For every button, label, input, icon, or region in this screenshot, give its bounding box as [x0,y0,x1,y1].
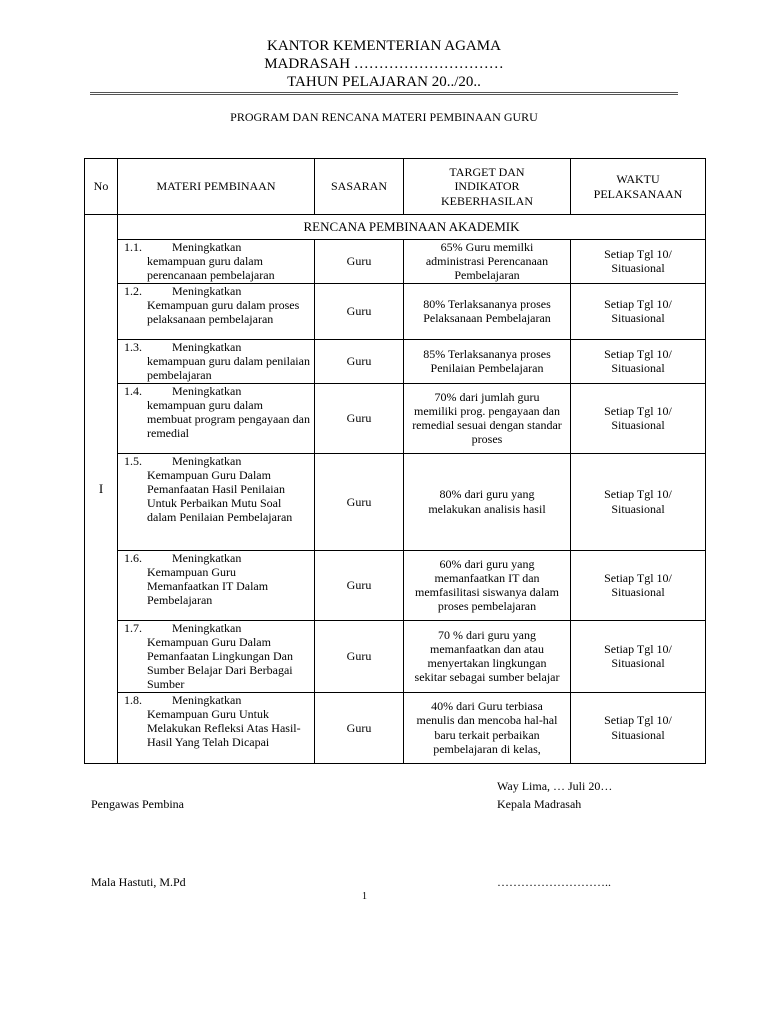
materi-text: kemampuan guru dalam perencanaan pembelajaran [147,254,275,283]
waktu-cell: Setiap Tgl 10/ Situasional [571,240,706,284]
header-line-office: KANTOR KEMENTERIAN AGAMA [267,38,501,54]
target-cell: 70 % dari guru yang memanfaatkan dan atau menyertakan lingkungan sekitar sebagai sumber belajar [404,620,571,692]
sasaran-cell: Guru [315,692,404,763]
materi-number: 1.6. [124,550,142,565]
materi-cell [118,240,315,284]
materi-cell [118,339,315,383]
materi-text: Kemampuan Guru Untuk Melakukan Refleksi Atas Hasil-Hasil Yang Telah Dicapai [147,706,301,750]
header-sasaran: SASARAN [315,159,404,215]
waktu-cell: Setiap Tgl 10/ Situasional [571,620,706,692]
materi-text: Kemampuan guru dalam proses pelaksanaan pembelajaran [147,297,300,327]
materi-heading [124,454,310,468]
sasaran-cell: Guru [315,383,404,453]
materi-first-word: Meningkatkan [172,550,242,565]
header-target: TARGET DAN INDIKATOR KEBERHASILAN [404,159,571,215]
target-cell: 80% Terlaksananya proses Pelaksanaan Pembelajaran [404,283,571,339]
materi-number: 1.8. [124,692,142,707]
materi-heading [124,284,310,298]
materi-number: 1.1. [124,240,142,254]
target-cell: 70% dari jumlah guru memiliki prog. pengayaan dan remedial sesuai dengan standar proses [404,383,571,453]
target-cell: 65% Guru memilki administrasi Perencanaan Pembelajaran [404,240,571,284]
target-cell: 40% dari Guru terbiasa menulis dan mencoba hal-hal baru terkait perbaikan pembelajaran di kelas, [404,692,571,763]
materi-cell [118,550,315,620]
materi-first-word: Meningkatkan [172,453,242,468]
target-cell: 85% Terlaksananya proses Penilaian Pembelajaran [404,339,571,383]
sasaran-cell: Guru [315,283,404,339]
header-no: No [85,159,118,215]
target-cell: 80% dari guru yang melakukan analisis hasil [404,453,571,550]
materi-heading [124,384,310,398]
materi-heading [124,240,310,254]
materi-number: 1.5. [124,453,142,468]
table-row [85,453,706,550]
materi-first-word: Meningkatkan [172,692,242,707]
section-title: RENCANA PEMBINAAN AKADEMIK [118,215,706,240]
header-line-madrasah: MADRASAH ………………………… [264,56,504,72]
sasaran-cell: Guru [315,453,404,550]
table-row [85,620,706,692]
supervisor-name: Mala Hastuti, M.Pd [91,875,186,889]
materi-number: 1.2. [124,283,142,298]
table-header-row [85,159,706,215]
materi-text: Kemampuan Guru Dalam Pemanfaatan Hasil Penilaian Untuk Perbaikan Mutu Soal dalam Penilaian Pembelajaran [147,467,293,525]
materi-text: Kemampuan Guru Dalam Pemanfaatan Lingkungan Dan Sumber Belajar Dari Berbagai Sumber [147,634,293,692]
section-row [85,215,706,240]
materi-heading [124,693,310,707]
materi-first-word: Meningkatkan [172,283,242,298]
target-cell: 60% dari guru yang memanfaatkan IT dan memfasilitasi siswanya dalam proses pembelajaran [404,550,571,620]
sasaran-cell: Guru [315,339,404,383]
materi-cell [118,453,315,550]
materi-heading [124,621,310,635]
materi-text: kemampuan guru dalam membuat program pengayaan dan remedial [147,397,310,441]
table-row [85,692,706,763]
header-line-year: TAHUN PELAJARAN 20../20.. [287,74,481,90]
header-waktu: WAKTU PELAKSANAAN [571,159,706,215]
section-number: I [85,215,118,764]
materi-text: kemampuan guru dalam penilaian pembelajaran [147,353,310,383]
document-title: PROGRAM DAN RENCANA MATERI PEMBINAAN GURU [230,110,538,124]
table-row [85,283,706,339]
table-row [85,550,706,620]
principal-name-placeholder: ……………………….. [497,875,611,889]
materi-number: 1.3. [124,339,142,354]
materi-number: 1.7. [124,620,142,635]
materi-first-word: Meningkatkan [172,240,242,254]
materi-first-word: Meningkatkan [172,383,242,398]
materi-heading [124,551,310,565]
sasaran-cell: Guru [315,550,404,620]
waktu-cell: Setiap Tgl 10/ Situasional [571,453,706,550]
waktu-cell: Setiap Tgl 10/ Situasional [571,383,706,453]
materi-first-word: Meningkatkan [172,339,242,354]
program-table [84,158,706,764]
table-row [85,240,706,284]
page-number: 1 [362,891,367,902]
place-date: Way Lima, … Juli 20… [497,779,613,793]
waktu-cell: Setiap Tgl 10/ Situasional [571,550,706,620]
sasaran-cell: Guru [315,240,404,284]
materi-cell [118,620,315,692]
materi-first-word: Meningkatkan [172,620,242,635]
waktu-cell: Setiap Tgl 10/ Situasional [571,283,706,339]
principal-role: Kepala Madrasah [497,797,582,811]
materi-cell [118,283,315,339]
header-materi: MATERI PEMBINAAN [118,159,315,215]
supervisor-role: Pengawas Pembina [91,797,184,811]
materi-cell [118,692,315,763]
table-row [85,339,706,383]
waktu-cell: Setiap Tgl 10/ Situasional [571,339,706,383]
materi-text: Kemampuan Guru Memanfaatkan IT Dalam Pembelajaran [147,564,269,608]
materi-cell [118,383,315,453]
materi-heading [124,340,310,354]
header-divider [90,92,678,95]
table-row [85,383,706,453]
waktu-cell: Setiap Tgl 10/ Situasional [571,692,706,763]
sasaran-cell: Guru [315,620,404,692]
materi-number: 1.4. [124,383,142,398]
